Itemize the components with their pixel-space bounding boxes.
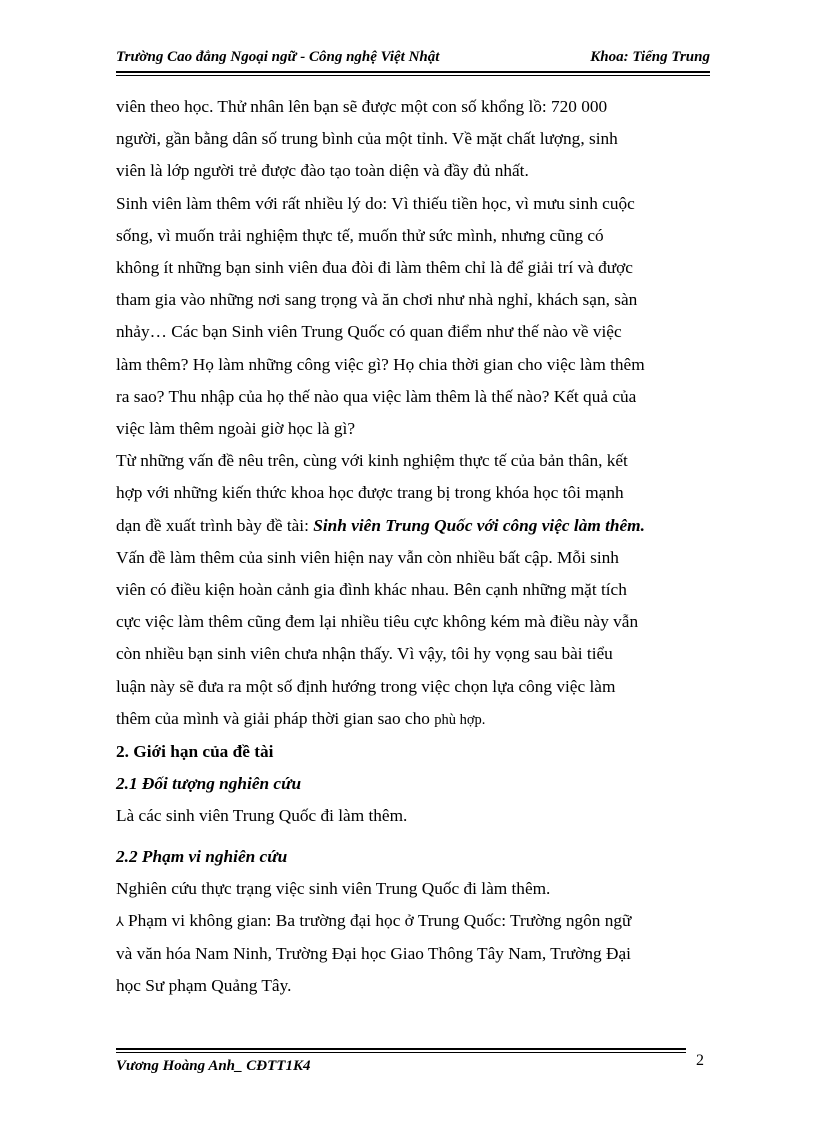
text-line: Là các sinh viên Trung Quốc đi làm thêm.	[116, 806, 408, 826]
paragraph-1	[116, 91, 710, 188]
text-line: nhảy… Các bạn Sinh viên Trung Quốc có quan điểm như thế nào về việc	[116, 322, 622, 342]
header-rule-thin	[116, 75, 710, 76]
text-line: viên theo học. Thử nhân lên bạn sẽ được một con số khổng lồ: 720 000	[116, 97, 608, 116]
topic-title: Sinh viên Trung Quốc với công việc làm thêm.	[313, 515, 645, 535]
text-line: học Sư phạm Quảng Tây.	[116, 976, 292, 996]
bullet-item	[116, 905, 710, 1003]
text-run-small: phù hợp.	[434, 711, 486, 728]
text-line: viên là lớp người trẻ được đào tạo toàn diện và đầy đủ nhất.	[116, 161, 529, 181]
text-line: viên có điều kiện hoàn cảnh gia đình khác nhau. Bên cạnh những mặt tích	[116, 580, 627, 600]
bullet-icon: ⅄	[116, 914, 124, 930]
text-run: thêm của mình và giải pháp thời gian sao cho	[116, 708, 435, 728]
text-line: cực việc làm thêm cũng đem lại nhiều tiêu cực không kém mà điều này vẫn	[116, 612, 639, 632]
document-body	[116, 91, 710, 1003]
text-line: Nghiên cứu thực trạng việc sinh viên Trung Quốc đi làm thêm.	[116, 878, 551, 898]
subsection-heading: 2.2 Phạm vi nghiên cứu	[116, 846, 288, 866]
page-header	[116, 48, 710, 70]
subsection-heading: 2.1 Đối tượng nghiên cứu	[116, 774, 302, 794]
text-run: Phạm vi không gian: Ba trường đại học ở Trung Quốc: Trường ngôn ngữ	[127, 911, 632, 931]
footer-author: Vương Hoàng Anh_ CĐTT1K4	[116, 1058, 311, 1074]
section-heading: 2. Giới hạn của đề tài	[116, 742, 274, 762]
text-line: luận này sẽ đưa ra một số định hướng trong việc chọn lựa công việc làm	[116, 676, 616, 696]
paragraph-2	[116, 188, 710, 446]
text-line	[116, 905, 710, 938]
page-number: 2	[696, 1052, 704, 1069]
text-line: sống, vì muốn trải nghiệm thực tế, muốn thử sức mình, nhưng cũng có	[116, 225, 604, 245]
header-school: Trường Cao đẳng Ngoại ngữ - Công nghệ Việt Nhật	[116, 49, 440, 65]
text-run: dạn đề xuất trình bày đề tài:	[116, 515, 314, 535]
text-line: hợp với những kiến thức khoa học được trang bị trong khóa học tôi mạnh	[116, 483, 624, 503]
text-line: và văn hóa Nam Ninh, Trường Đại học Giao Thông Tây Nam, Trường Đại	[116, 944, 631, 964]
paragraph-4	[116, 542, 710, 736]
text-line	[116, 703, 710, 736]
text-line: Vấn đề làm thêm của sinh viên hiện nay vẫn còn nhiều bất cập. Mỗi sinh	[116, 547, 619, 567]
text-line: còn nhiều bạn sinh viên chưa nhận thấy. Vì vậy, tôi hy vọng sau bài tiểu	[116, 644, 613, 664]
footer-rule	[116, 1048, 686, 1050]
paragraph-3	[116, 445, 710, 542]
footer-rule-thin	[116, 1052, 686, 1053]
text-line: làm thêm? Họ làm những công việc gì? Họ chia thời gian cho việc làm thêm	[116, 354, 645, 374]
text-line: Sinh viên làm thêm với rất nhiều lý do: Vì thiếu tiền học, vì mưu sinh cuộc	[116, 193, 635, 213]
text-line: người, gần bằng dân số trung bình của một tỉnh. Về mặt chất lượng, sinh	[116, 129, 618, 149]
text-line: tham gia vào những nơi sang trọng và ăn chơi như nhà nghỉ, khách sạn, sàn	[116, 290, 638, 310]
header-rule	[116, 71, 710, 73]
text-line: việc làm thêm ngoài giờ học là gì?	[116, 419, 356, 439]
text-line	[116, 510, 710, 542]
text-line: ra sao? Thu nhập của họ thế nào qua việc làm thêm là thế nào? Kết quả của	[116, 386, 637, 406]
text-line: Từ những vấn đề nêu trên, cùng với kinh nghiệm thực tế của bản thân, kết	[116, 451, 628, 471]
header-faculty: Khoa: Tiếng Trung	[590, 49, 710, 65]
text-line: không ít những bạn sinh viên đua đòi đi làm thêm chỉ là để giải trí và được	[116, 258, 633, 278]
